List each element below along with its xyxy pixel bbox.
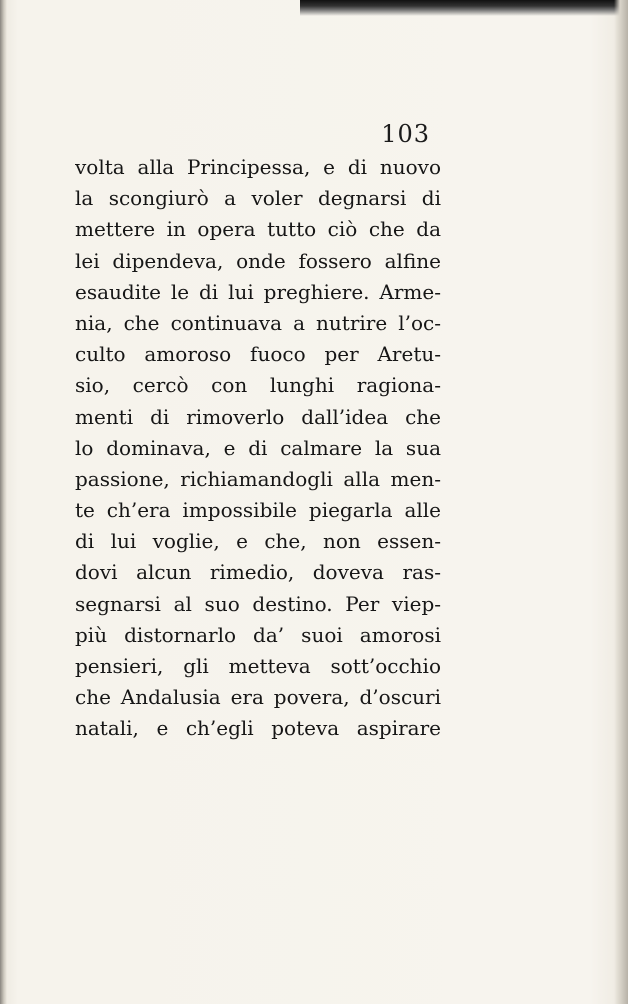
text-line: di lui voglie, e che, non essen-: [75, 529, 441, 554]
scan-left-edge: [0, 0, 7, 1004]
text-line: te ch’era impossibile piegarla alle: [75, 498, 441, 523]
text-line: nia, che continuava a nutrire l’oc-: [75, 310, 441, 335]
text-line: passione, richiamandogli alla men-: [75, 466, 441, 491]
scan-top-edge: [300, 0, 628, 16]
scan-right-edge: [614, 0, 628, 1004]
text-line: più distornarlo da’ suoi amorosi: [75, 622, 441, 647]
text-line: natali, e ch’egli poteva aspirare: [75, 716, 441, 741]
body-text: [75, 152, 441, 745]
page-number: 103: [381, 120, 430, 148]
text-line: segnarsi al suo destino. Per viep-: [75, 591, 441, 616]
text-line: lo dominava, e di calmare la sua: [75, 435, 441, 460]
text-line: lei dipendeva, onde fossero alfine: [75, 248, 441, 273]
text-line: volta alla Principessa, e di nuovo: [75, 155, 441, 179]
text-line: dovi alcun rimedio, doveva ras-: [75, 560, 441, 585]
text-line: esaudite le di lui preghiere. Arme-: [75, 279, 441, 304]
text-line: menti di rimoverlo dall’idea che: [75, 404, 441, 429]
text-line: pensieri, gli metteva sott’occhio: [75, 654, 441, 678]
text-line: la scongiurò a voler degnarsi di: [75, 186, 441, 211]
text-line: sio, cercò con lunghi ragiona-: [75, 373, 441, 398]
text-line: che Andalusia era povera, d’oscuri: [75, 685, 441, 710]
text-line: culto amoroso fuoco per Aretu-: [75, 342, 441, 367]
text-line: mettere in opera tutto ciò che da: [75, 217, 441, 242]
